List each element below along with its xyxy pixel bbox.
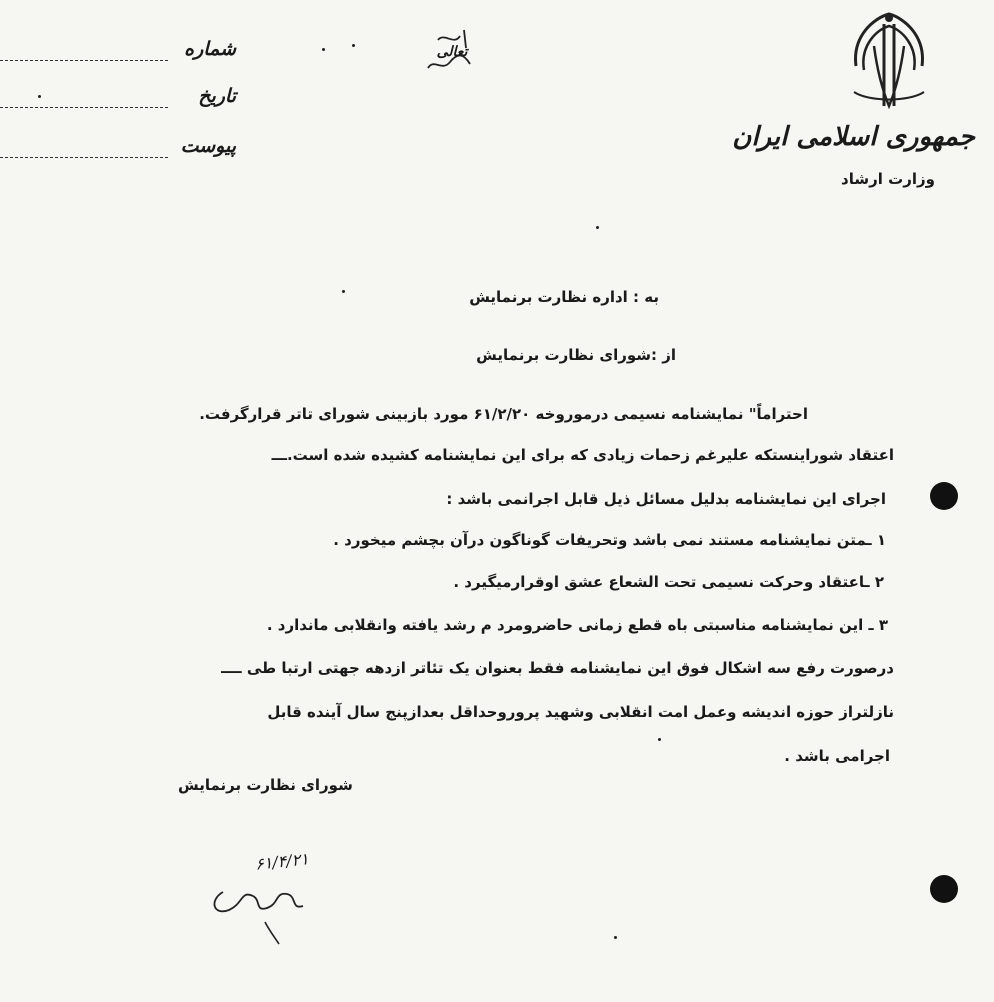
country-name: جمهوری اسلامی ایران (732, 122, 975, 152)
speck (38, 95, 41, 98)
speck (352, 44, 355, 47)
body-line: اجرای این نمایشنامه بدلیل مسائل ذیل قابل اجرانمی باشد : (446, 490, 886, 508)
heading-text: تعالی (436, 44, 468, 60)
body-line: ۲ ـاعتقاد وحرکت نسیمی تحت الشعاع عشق اوقرارمیگیرد . (453, 573, 884, 591)
date-rule (0, 107, 168, 108)
body-line: نازلتراز حوزه اندیشه وعمل امت انقلابی وشهید پروروحداقل بعدازپنج سال آینده قابل (267, 703, 894, 721)
number-field (0, 38, 240, 68)
speck (342, 290, 345, 293)
recipient-line: به : اداره نظارت برنمایش (469, 288, 659, 306)
speck (322, 48, 325, 51)
body-line: ۱ ـمتن نمایشنامه مستند نمی باشد وتحریفات گوناگون درآن بچشم میخورد . (333, 531, 886, 549)
attachment-rule (0, 157, 168, 158)
body-line: احتراماً" نمایشنامه نسیمی درموروخه ۶۱/۲/۲۰ مورد بازبینی شورای تاتر قرارگرفت. (199, 405, 808, 423)
number-rule (0, 60, 168, 61)
speck (614, 936, 617, 939)
number-label: شماره (184, 38, 236, 60)
handwritten-signature (205, 852, 385, 952)
top-heading (420, 18, 484, 82)
sender-line: از :شورای نظارت برنمایش (476, 346, 676, 364)
date-label: تاریخ (198, 85, 236, 107)
body-line: ۳ ـ این نمایشنامه مناسبتی باه قطع زمانی حاضرومرد م رشد یافته وانقلابی ماندارد . (266, 616, 888, 634)
punch-hole (930, 482, 958, 510)
state-emblem-icon (834, 6, 944, 116)
signoff: شورای نظارت برنمایش (178, 776, 353, 794)
speck (596, 226, 599, 229)
ministry-name: وزارت ارشاد (841, 170, 935, 188)
attachment-label: پیوست (180, 135, 236, 157)
punch-hole (930, 875, 958, 903)
speck (658, 738, 661, 741)
date-field (0, 85, 240, 115)
body-line: اجرامی باشد . (784, 747, 890, 765)
body-line: اعتقاد شوراینستکه علیرغم زحمات زیادی که برای این نمایشنامه کشیده شده است.ـــ (271, 446, 894, 464)
body-line: درصورت رفع سه اشکال فوق این نمایشنامه فقط بعنوان یک تئاتر ازدهه جهتی ارتبا طی ــــ (221, 659, 894, 677)
attachment-field (0, 135, 240, 165)
signature-date: ۶۱/۴/۲۱ (254, 849, 310, 874)
